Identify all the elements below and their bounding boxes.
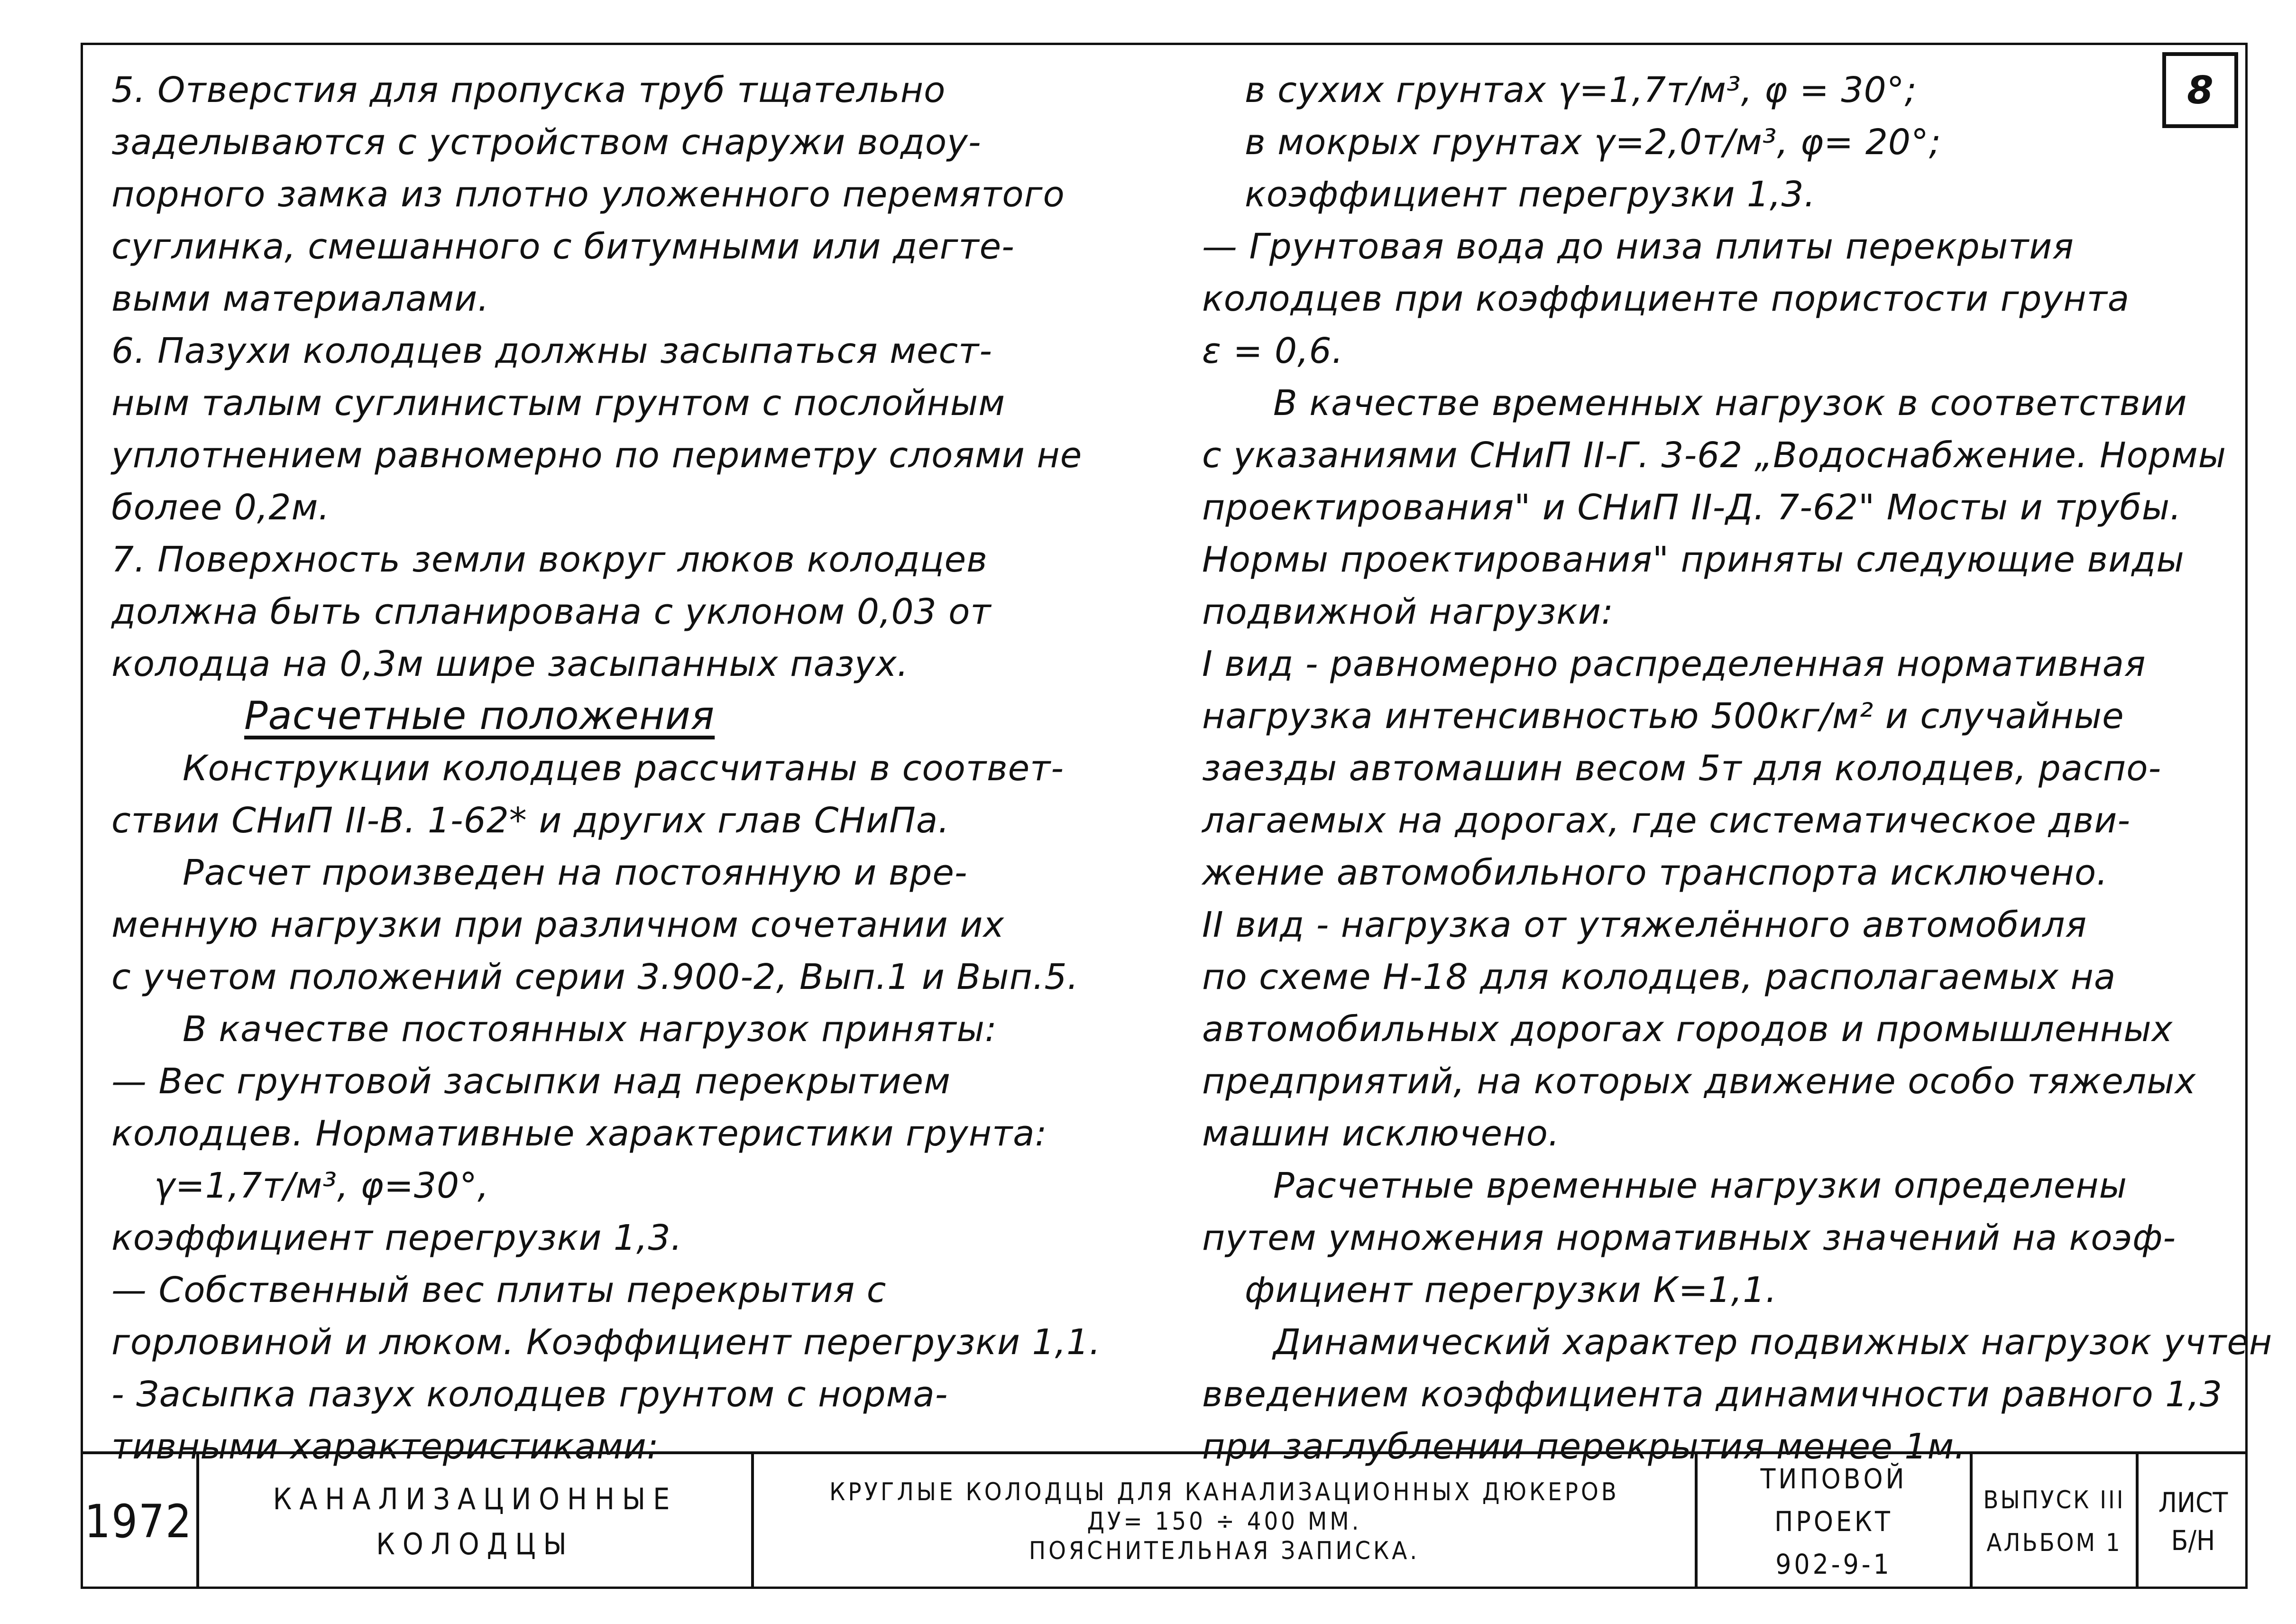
text-line: ным талым суглинистым грунтом с послойным <box>111 383 1006 424</box>
text-line: должна быть спланирована с уклоном 0,03 от <box>111 591 992 632</box>
left-column <box>111 64 1117 1473</box>
text-line: заезды автомашин весом 5т для колодцев, распо- <box>1202 748 2162 789</box>
text-line: Конструкции колодцев рассчитаны в соответ- <box>183 748 1064 789</box>
text-line: машин исключено. <box>1202 1113 1560 1154</box>
text-line: с учетом положений серии 3.900-2, Вып.1 и Вып.5. <box>111 957 1079 997</box>
text-line: колодца на 0,3м шире засыпанных пазух. <box>111 644 909 684</box>
text-line: γ=1,7т/м³, φ=30°, <box>154 1165 489 1206</box>
text-line: в сухих грунтах γ=1,7т/м³, φ = 30°; <box>1245 70 1917 111</box>
text-line: порного замка из плотно уложенного перемятого <box>111 174 1065 215</box>
text-line: предприятий, на которых движение особо тяжелых <box>1202 1061 2196 1102</box>
text-line: 5. Отверстия для пропуска труб тщательно <box>111 70 946 111</box>
album-label: АЛЬБОМ 1 <box>1986 1529 2122 1557</box>
text-line: — Вес грунтовой засыпки над перекрытием <box>111 1061 951 1102</box>
text-line: жение автомобильного транспорта исключено. <box>1202 852 2108 893</box>
text-line: проектирования" и СНиП II-Д. 7-62" Мосты и трубы. <box>1202 487 2182 528</box>
text-line: Нормы проектирования" приняты следующие виды <box>1202 539 2185 580</box>
text-line: суглинка, смешанного с битумными или дегте- <box>111 226 1015 267</box>
text-line: автомобильных дорогах городов и промышленных <box>1202 1009 2173 1050</box>
sheet-label: ЛИСТ <box>2158 1486 2228 1519</box>
title-project <box>1698 1454 1973 1589</box>
title-desc-line1: КРУГЛЫЕ КОЛОДЦЫ ДЛЯ КАНАЛИЗАЦИОННЫХ ДЮКЕРОВ <box>829 1478 1619 1506</box>
text-line: горловиной и люком. Коэффициент перегрузки 1,1. <box>111 1322 1101 1363</box>
text-line: тивными характеристиками: <box>111 1426 659 1467</box>
sheet-number: 8 <box>2162 52 2238 128</box>
section-heading: Расчетные положения <box>244 693 715 738</box>
text-line: колодцев при коэффициенте пористости грунта <box>1202 278 2130 319</box>
text-line: коэффициент перегрузки 1,3. <box>1245 174 1816 215</box>
title-sheet <box>2139 1454 2248 1589</box>
text-line: Динамический характер подвижных нагрузок учтен <box>1273 1322 2273 1363</box>
text-line: ε = 0,6. <box>1202 331 1344 371</box>
text-line: более 0,2м. <box>111 487 330 528</box>
text-line: коэффициент перегрузки 1,3. <box>111 1218 683 1258</box>
text-line: заделываются с устройством снаружи водоу- <box>111 122 982 163</box>
project-number: 902-9-1 <box>1775 1548 1892 1580</box>
text-line: колодцев. Нормативные характеристики грунта: <box>111 1113 1047 1154</box>
text-line: - Засыпка пазух колодцев грунтом с норма- <box>111 1374 948 1415</box>
text-line: при заглублении перекрытия менее 1м. <box>1202 1426 1966 1467</box>
text-line: с указаниями СНиП II-Г. 3-62 „Водоснабжение. Нормы <box>1202 435 2227 476</box>
text-line: по схеме Н-18 для колодцев, располагаемых на <box>1202 957 2116 997</box>
text-line: фициент перегрузки К=1,1. <box>1245 1270 1777 1310</box>
text-line: подвижной нагрузки: <box>1202 591 1614 632</box>
text-line: Расчетные временные нагрузки определены <box>1273 1165 2128 1206</box>
text-line: В качестве постоянных нагрузок приняты: <box>183 1009 997 1050</box>
text-line: ствии СНиП II-В. 1-62* и других глав СНиПа. <box>111 800 950 841</box>
title-name-line1: КАНАЛИЗАЦИОННЫЕ <box>273 1482 678 1516</box>
text-line: лагаемых на дорогах, где систематическое дви- <box>1202 800 2131 841</box>
title-block <box>81 1451 2248 1589</box>
title-desc-line3: ПОЯСНИТЕЛЬНАЯ ЗАПИСКА. <box>1029 1537 1420 1565</box>
right-column <box>1202 64 2273 1473</box>
title-name <box>199 1454 754 1589</box>
text-line: — Грунтовая вода до низа плиты перекрытия <box>1202 226 2074 267</box>
text-line: — Собственный вес плиты перекрытия с <box>111 1270 887 1310</box>
issue-label: ВЫПУСК III <box>1983 1486 2125 1514</box>
title-year: 1972 <box>81 1454 199 1589</box>
text-line: нагрузка интенсивностью 500кг/м² и случайные <box>1202 696 2124 737</box>
sheet-value: Б/Н <box>2171 1524 2215 1557</box>
text-line: Расчет произведен на постоянную и вре- <box>183 852 968 893</box>
text-line: путем умножения нормативных значений на коэф- <box>1202 1218 2177 1258</box>
text-line: уплотнением равномерно по периметру слоями не <box>111 435 1083 476</box>
text-line: 6. Пазухи колодцев должны засыпаться мест- <box>111 331 992 371</box>
title-issue <box>1973 1454 2139 1589</box>
project-label: ТИПОВОЙ ПРОЕКТ <box>1760 1463 1907 1538</box>
text-line: I вид - равномерно распределенная нормативная <box>1202 644 2146 684</box>
text-line: в мокрых грунтах γ=2,0т/м³, φ= 20°; <box>1245 122 1941 163</box>
text-line: менную нагрузки при различном сочетании их <box>111 904 1005 945</box>
text-line: выми материалами. <box>111 278 489 319</box>
text-line: II вид - нагрузка от утяжелённого автомобиля <box>1202 904 2087 945</box>
text-line: В качестве временных нагрузок в соответствии <box>1273 383 2187 424</box>
title-desc-line2: ДУ= 150 ÷ 400 ММ. <box>1087 1507 1362 1536</box>
title-description <box>754 1454 1698 1589</box>
title-name-line2: КОЛОДЦЫ <box>376 1527 574 1561</box>
text-line: 7. Поверхность земли вокруг люков колодцев <box>111 539 988 580</box>
text-line: введением коэффициента динамичности равного 1,3 <box>1202 1374 2223 1415</box>
